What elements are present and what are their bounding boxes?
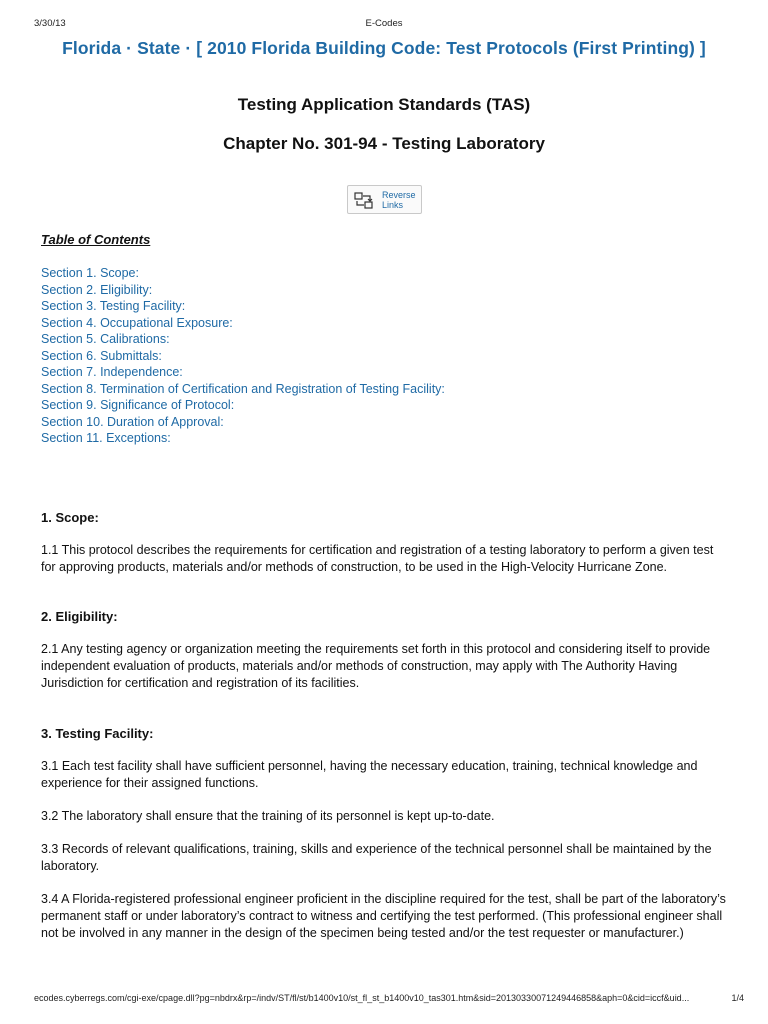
toc-link[interactable]: Section 5. Calibrations: <box>41 332 170 346</box>
toc-link[interactable]: Section 11. Exceptions: <box>41 431 171 445</box>
table-of-contents <box>41 265 445 447</box>
chapter-title: Chapter No. 301-94 - Testing Laboratory <box>223 134 545 153</box>
section-heading: 3. Testing Facility: <box>41 726 154 741</box>
toc-link[interactable]: Section 10. Duration of Approval: <box>41 414 224 429</box>
paragraph: 3.3 Records of relevant qualifications, training, skills and experience of the technical personnel shall be maintained by the laboratory. <box>41 842 712 873</box>
section-heading: 2. Eligibility: <box>41 609 118 624</box>
toc-link[interactable]: Section 1. Scope: <box>41 266 139 280</box>
page-number: 1/4 <box>731 993 744 1003</box>
toc-link[interactable]: Section 7. Independence: <box>41 365 183 379</box>
breadcrumb-jurisdiction[interactable]: Florida <box>62 38 122 58</box>
reverse-links-label-line2: Links <box>382 200 404 210</box>
toc-link[interactable]: Section 9. Significance of Protocol: <box>41 398 235 412</box>
toc-link[interactable]: Section 3. Testing Facility: <box>41 299 186 313</box>
toc-title: Table of Contents <box>41 232 151 247</box>
print-date: 3/30/13 <box>34 18 66 29</box>
section-heading: 1. Scope: <box>41 510 99 525</box>
paragraph: 3.2 The laboratory shall ensure that the training of its personnel is kept up-to-date. <box>41 809 495 823</box>
breadcrumb-separator: · <box>185 38 192 58</box>
toc-link[interactable]: Section 6. Submittals: <box>41 348 162 363</box>
breadcrumb-level[interactable]: State <box>137 38 181 58</box>
reverse-links-button[interactable] <box>347 185 422 214</box>
breadcrumb-separator: · <box>126 38 133 58</box>
breadcrumb <box>0 38 768 59</box>
paragraph: 1.1 This protocol describes the requirements for certification and registration of a testing laboratory to perform a given test for approving products, materials and/or methods of construction, to be used in the High-Velocity Hurricane Zone. <box>41 543 714 574</box>
print-title: E-Codes <box>365 18 403 29</box>
reverse-links-label <box>382 190 416 210</box>
print-footer <box>34 993 744 1007</box>
reverse-links-label-line1: Reverse <box>382 190 416 200</box>
paragraph: 3.1 Each test facility shall have sufficient personnel, having the necessary education, training, technical knowledge and experience for their assigned functions. <box>41 759 698 790</box>
footer-url: ecodes.cyberregs.com/cgi-exe/cpage.dll?pg=nbdrx&rp=/indv/ST/fl/st/b1400v10/st_fl_st_b1400v10_tas301.htm&sid=20130330071249446858&aph=0&cid=iccf&uid... <box>34 993 690 1003</box>
paragraph: 2.1 Any testing agency or organization meeting the requirements set forth in this protocol and considering itself to provide independent evaluation of products, materials and/or methods of construction, may apply with The Authority Having Jurisdiction for certification and registration of its facilities. <box>41 642 711 690</box>
page-title: Testing Application Standards (TAS) <box>237 95 531 114</box>
print-header <box>0 18 768 32</box>
paragraph: 3.4 A Florida-registered professional engineer proficient in the discipline required for the test, shall be part of the laboratory’s permanent staff or under laboratory’s contract to witness and certifying the test performed. (This professional engineer shall not be involved in any manner in the design of the specimen being tested and/or the test requester or manufacturer.) <box>41 892 726 940</box>
toc-link[interactable]: Section 2. Eligibility: <box>41 282 153 297</box>
toc-link[interactable]: Section 8. Termination of Certification and Registration of Testing Facility: <box>41 381 445 396</box>
breadcrumb-book[interactable]: [ 2010 Florida Building Code: Test Protocols (First Printing) ] <box>196 38 706 58</box>
reverse-links-icon <box>354 192 374 209</box>
toc-link[interactable]: Section 4. Occupational Exposure: <box>41 315 233 330</box>
